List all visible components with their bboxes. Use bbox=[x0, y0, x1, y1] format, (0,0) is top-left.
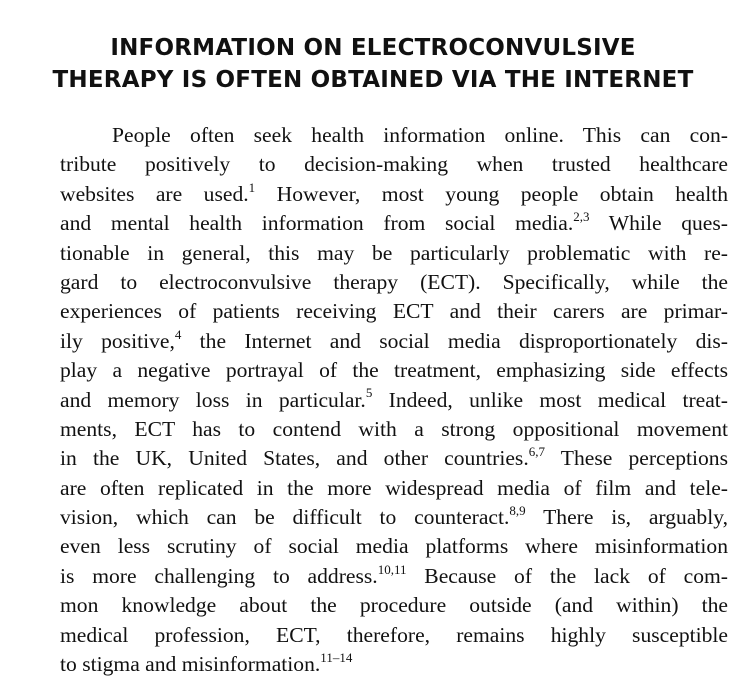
line-text: People often seek health information online. This can con- bbox=[112, 123, 728, 147]
line-text: is more challenging to address. bbox=[60, 563, 378, 588]
paragraph-line bbox=[60, 650, 728, 679]
line-text: in the UK, United States, and other countries. bbox=[60, 446, 529, 471]
line-text: tribute positively to decision-making when trusted healthcare bbox=[60, 152, 728, 177]
citation-superscript: 5 bbox=[365, 385, 373, 401]
paragraph-line bbox=[60, 180, 728, 209]
line-text: vision, which can be difficult to counteract. bbox=[60, 505, 510, 530]
paragraph-line bbox=[60, 503, 728, 532]
line-text: ily positive, bbox=[60, 328, 175, 353]
line-text: There is, arguably, bbox=[525, 505, 728, 530]
paragraph-line bbox=[60, 209, 728, 238]
paragraph-line bbox=[60, 150, 728, 179]
citation-superscript: 4 bbox=[174, 326, 182, 342]
paragraph-line bbox=[60, 415, 728, 444]
paragraph-line bbox=[60, 268, 728, 297]
paragraph-line bbox=[60, 621, 728, 650]
line-text: While ques- bbox=[589, 211, 728, 236]
citation-superscript: 1 bbox=[248, 179, 256, 195]
paragraph-line bbox=[60, 239, 728, 268]
paragraph-line bbox=[60, 562, 728, 591]
citation-superscript: 6,7 bbox=[528, 444, 545, 460]
line-text: tionable in general, this may be particularly problematic with re- bbox=[60, 240, 728, 265]
line-text: are often replicated in the more widespread media of film and tele- bbox=[60, 475, 728, 500]
line-text: mon knowledge about the procedure outside (and within) the bbox=[60, 593, 728, 618]
paragraph-line bbox=[60, 474, 728, 503]
line-text: the Internet and social media disproportionately dis- bbox=[181, 328, 728, 353]
citation-superscript: 8,9 bbox=[509, 502, 526, 518]
line-text: even less scrutiny of social media platforms where misinformation bbox=[60, 534, 728, 559]
line-text: gard to electroconvulsive therapy (ECT). Specifically, while the bbox=[60, 269, 728, 294]
section-heading-line-2: THERAPY IS OFTEN OBTAINED VIA THE INTERNET bbox=[52, 67, 694, 93]
line-text: medical profession, ECT, therefore, remains highly susceptible bbox=[60, 622, 728, 647]
line-text: experiences of patients receiving ECT and their carers are primar- bbox=[60, 299, 728, 324]
line-text: and memory loss in particular. bbox=[60, 387, 366, 412]
citation-superscript: 2,3 bbox=[573, 208, 590, 224]
line-text: These perceptions bbox=[544, 446, 729, 471]
line-text: and mental health information from social media. bbox=[60, 211, 574, 236]
paragraph-line bbox=[60, 532, 728, 561]
line-text: ments, ECT has to contend with a strong oppositional movement bbox=[60, 416, 728, 441]
section-heading bbox=[0, 32, 746, 96]
paragraph-line bbox=[60, 327, 728, 356]
line-text: However, most young people obtain health bbox=[255, 181, 728, 206]
line-text: Indeed, unlike most medical treat- bbox=[372, 387, 728, 412]
line-text: websites are used. bbox=[60, 181, 249, 206]
paragraph-line bbox=[60, 356, 728, 385]
paragraph-line bbox=[60, 444, 728, 473]
paragraph-line bbox=[60, 297, 728, 326]
paragraph-line bbox=[60, 121, 728, 150]
body-paragraph bbox=[60, 121, 728, 679]
section-heading-line-1: INFORMATION ON ELECTROCONVULSIVE bbox=[110, 35, 636, 61]
line-text: to stigma and misinformation. bbox=[60, 652, 321, 677]
paragraph-line bbox=[60, 591, 728, 620]
line-text: Because of the lack of com- bbox=[406, 563, 728, 588]
paragraph-line bbox=[60, 386, 728, 415]
citation-superscript: 10,11 bbox=[377, 561, 407, 577]
citation-superscript: 11–14 bbox=[320, 649, 353, 665]
line-text: play a negative portrayal of the treatment, emphasizing side effects bbox=[60, 358, 728, 383]
